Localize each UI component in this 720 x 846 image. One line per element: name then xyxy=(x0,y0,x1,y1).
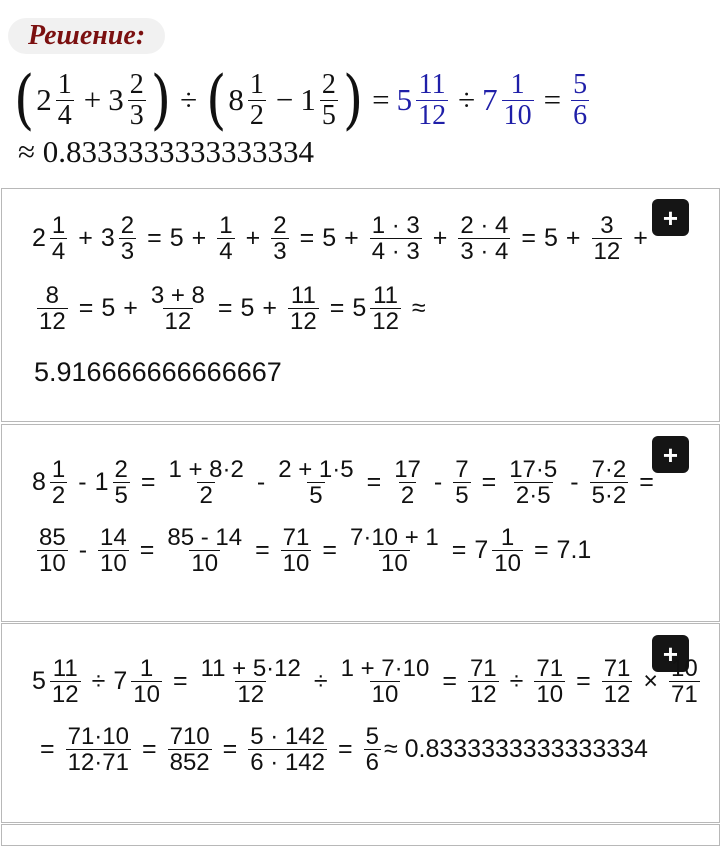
denominator: 3 · 4 xyxy=(460,238,509,266)
fraction xyxy=(166,457,245,508)
denominator: 12 xyxy=(603,681,631,709)
denominator: 10 xyxy=(39,550,66,578)
step-line xyxy=(34,283,434,334)
operator: ÷ xyxy=(509,667,524,696)
numerator: 2 xyxy=(114,456,128,483)
operator: + xyxy=(565,224,581,253)
operator: = xyxy=(451,536,467,565)
denominator: 12 xyxy=(237,681,265,709)
whole-number: 7 xyxy=(482,82,498,117)
denominator: 3 xyxy=(273,238,287,266)
operator: = xyxy=(521,224,536,253)
whole-number: 3 xyxy=(108,82,124,117)
numerator: 1 + 7·10 xyxy=(340,655,430,682)
term: 5 xyxy=(240,294,255,323)
numerator: 710 xyxy=(169,723,210,750)
operator: = xyxy=(299,224,315,253)
numerator: 8 xyxy=(45,282,60,309)
denominator: 5 xyxy=(309,482,323,510)
numerator: 71·10 xyxy=(67,723,129,750)
operator: = xyxy=(142,735,157,764)
fraction: $\frac{2}{5}$ xyxy=(321,69,336,131)
operator: + xyxy=(245,224,261,253)
mixed-number xyxy=(32,656,84,707)
denominator: 4 xyxy=(51,238,66,266)
fraction xyxy=(392,457,423,508)
expand-button[interactable]: + xyxy=(652,199,689,236)
numerator: 1 xyxy=(500,524,515,551)
operator: = xyxy=(147,224,162,253)
fraction xyxy=(131,656,162,707)
whole-number: 5 xyxy=(32,667,46,696)
numerator: 11 xyxy=(290,282,316,309)
operator: − xyxy=(275,82,294,117)
denominator: 4 xyxy=(219,238,233,266)
numerator: 2 xyxy=(120,212,135,239)
operator: + xyxy=(123,294,138,323)
denominator: 10 xyxy=(371,681,399,709)
denominator: 10 xyxy=(100,550,127,578)
mixed-number xyxy=(113,656,165,707)
operator: = xyxy=(639,468,654,497)
numerator: 71 xyxy=(469,655,497,682)
operator: = xyxy=(322,536,337,565)
whole-number: 5 xyxy=(352,294,367,323)
operator: - xyxy=(78,468,87,497)
fraction: $\frac{11}{12}$ xyxy=(418,69,447,131)
operator: - xyxy=(433,468,443,497)
denominator: 10 xyxy=(494,550,521,578)
operator: = xyxy=(40,735,55,764)
step-decimal: 5.916666666666667 xyxy=(34,357,282,387)
numerator: 71 xyxy=(536,655,564,682)
mixed-number xyxy=(32,457,70,508)
approx-result: ≈ 0.8333333333333334 xyxy=(18,134,315,169)
operator: = xyxy=(255,536,270,565)
operator: = xyxy=(139,536,155,565)
whole-number: 1 xyxy=(94,468,109,497)
fraction xyxy=(119,213,136,264)
numerator: 14 xyxy=(100,524,127,551)
operator: = xyxy=(576,667,591,696)
numerator: 2 + 1·5 xyxy=(278,456,354,483)
step-line xyxy=(32,724,648,775)
whole-number: 8 xyxy=(228,82,244,117)
term: 5 xyxy=(544,224,558,253)
operator: + xyxy=(432,224,448,253)
operator: + xyxy=(78,224,93,253)
step-line xyxy=(34,525,591,576)
fraction xyxy=(370,283,401,334)
operator: = xyxy=(337,735,353,764)
main-expression xyxy=(12,62,712,138)
open-paren: ( xyxy=(206,62,227,138)
denominator: 12 xyxy=(593,238,621,266)
operator: ÷ xyxy=(458,82,476,117)
term: 5 xyxy=(101,294,116,323)
operator: = xyxy=(329,294,345,323)
numerator: 1 xyxy=(51,212,66,239)
fraction xyxy=(492,525,523,576)
operator: + xyxy=(262,294,277,323)
denominator: 10 xyxy=(191,550,219,578)
numerator: 1 xyxy=(219,212,233,239)
close-paren: ) xyxy=(342,62,364,138)
fraction xyxy=(165,525,244,576)
numerator: 17·5 xyxy=(509,456,558,483)
fraction xyxy=(669,656,700,707)
numerator: 11 xyxy=(52,655,78,682)
solution-badge xyxy=(8,18,165,54)
numerator: 7 xyxy=(455,456,469,483)
operator: = xyxy=(222,735,238,764)
fraction: $\frac{2}{3}$ xyxy=(129,69,144,131)
numerator: 11 xyxy=(373,282,399,309)
numerator: 85 xyxy=(39,524,66,551)
denominator: 12 xyxy=(469,681,497,709)
operator: - xyxy=(256,468,266,497)
numerator: 10 xyxy=(671,655,698,682)
operator: - xyxy=(570,468,579,497)
whole-number: 2 xyxy=(36,82,52,117)
operator: - xyxy=(78,536,88,565)
fraction: $\frac{1}{2}$ xyxy=(249,69,264,131)
operator: ÷ xyxy=(91,667,106,696)
fraction xyxy=(199,656,303,707)
fraction xyxy=(50,457,67,508)
fraction xyxy=(248,724,327,775)
operator: ÷ xyxy=(180,82,198,117)
fraction xyxy=(113,457,130,508)
denominator: 852 xyxy=(169,749,210,777)
fraction xyxy=(534,656,565,707)
mixed-number xyxy=(101,213,139,264)
step-card xyxy=(1,623,720,823)
fraction xyxy=(590,457,629,508)
numerator: 11 + 5·12 xyxy=(200,655,301,682)
whole-number: 1 xyxy=(300,82,316,117)
denominator: 4 · 3 xyxy=(371,238,420,266)
denominator: 5·2 xyxy=(591,482,627,510)
operator: ÷ xyxy=(313,667,328,696)
fraction xyxy=(168,724,212,775)
fraction: $\frac{1}{10}$ xyxy=(503,69,532,131)
operator: + xyxy=(344,224,359,253)
denominator: 3 xyxy=(120,238,135,266)
denominator: 2 xyxy=(51,482,66,510)
numerator: 7·10 + 1 xyxy=(349,524,439,551)
operator: = xyxy=(172,667,188,696)
numerator: 71 xyxy=(282,524,310,551)
operator: = xyxy=(217,294,233,323)
denominator: 6 xyxy=(365,749,379,777)
operator: + xyxy=(83,82,102,117)
numerator: 1 xyxy=(51,456,66,483)
denominator: 12 xyxy=(164,308,192,336)
denominator: 10 xyxy=(282,550,310,578)
fraction xyxy=(468,656,499,707)
operator: = xyxy=(543,82,562,117)
numerator: 7·2 xyxy=(591,456,627,483)
operator: ≈ xyxy=(411,294,426,323)
fraction xyxy=(348,525,441,576)
numerator: 1 xyxy=(139,655,154,682)
fraction xyxy=(37,283,68,334)
whole-number: 7 xyxy=(113,667,128,696)
fraction xyxy=(149,283,207,334)
term: 5 xyxy=(322,224,337,253)
step-line xyxy=(32,656,703,707)
open-paren: ( xyxy=(14,62,35,138)
fraction xyxy=(602,656,633,707)
numerator: 2 xyxy=(273,212,287,239)
fraction xyxy=(364,724,381,775)
numerator: 85 - 14 xyxy=(167,524,243,551)
numerator: 3 xyxy=(600,212,614,239)
denominator: 10 xyxy=(536,681,564,709)
fraction xyxy=(453,457,470,508)
fraction xyxy=(281,525,312,576)
numerator: 3 + 8 xyxy=(150,282,205,309)
denominator: 71 xyxy=(671,681,698,709)
denominator: 2 xyxy=(400,482,415,510)
operator: = xyxy=(140,468,156,497)
denominator: 10 xyxy=(381,550,408,578)
fraction xyxy=(50,213,67,264)
expand-button[interactable]: + xyxy=(652,436,689,473)
whole-number: 5 xyxy=(396,82,413,117)
mixed-number xyxy=(95,457,133,508)
step-card xyxy=(1,424,720,622)
denominator: 2 xyxy=(199,482,213,510)
fraction xyxy=(288,283,319,334)
operator: + xyxy=(633,224,648,253)
denominator: 12 xyxy=(290,308,317,336)
denominator: 12 xyxy=(39,308,66,336)
step-line xyxy=(32,457,662,508)
fraction xyxy=(507,457,559,508)
step-card xyxy=(1,824,720,846)
fraction xyxy=(217,213,234,264)
denominator: 6 · 142 xyxy=(250,749,325,777)
numerator: 5 xyxy=(365,723,379,750)
operator: = xyxy=(78,294,94,323)
term: ≈ 0.8333333333333334 xyxy=(383,735,648,764)
denominator: 5 xyxy=(114,482,128,510)
whole-number: 7 xyxy=(474,536,489,565)
whole-number: 8 xyxy=(32,468,46,497)
fraction: $\frac{1}{4}$ xyxy=(57,69,72,131)
denominator: 12·71 xyxy=(67,749,129,777)
solution-title: Решение: xyxy=(28,20,146,51)
denominator: 12 xyxy=(372,308,399,336)
fraction xyxy=(370,213,422,264)
denominator: 2·5 xyxy=(515,482,551,510)
fraction xyxy=(271,213,288,264)
fraction xyxy=(66,724,131,775)
denominator: 5 xyxy=(455,482,469,510)
operator: × xyxy=(643,667,659,696)
operator: = xyxy=(372,82,390,117)
mixed-number xyxy=(352,283,404,334)
operator: = xyxy=(533,536,549,565)
numerator: 2 · 4 xyxy=(460,212,509,239)
fraction xyxy=(98,525,129,576)
denominator: 10 xyxy=(133,681,160,709)
term: 7.1 xyxy=(556,536,592,565)
operator: = xyxy=(481,468,497,497)
operator: = xyxy=(366,468,382,497)
fraction xyxy=(276,457,355,508)
step-card xyxy=(1,188,720,422)
answer-fraction: $\frac{5}{6}$ xyxy=(573,69,588,131)
whole-number: 2 xyxy=(32,224,46,253)
fraction xyxy=(50,656,81,707)
denominator: 12 xyxy=(51,681,79,709)
fraction xyxy=(37,525,68,576)
whole-number: 3 xyxy=(100,224,115,253)
term: 5 xyxy=(169,224,184,253)
fraction xyxy=(339,656,432,707)
expand-button[interactable]: + xyxy=(652,635,689,672)
operator: + xyxy=(191,224,207,253)
numerator: 5 · 142 xyxy=(250,723,325,750)
numerator: 17 xyxy=(394,456,421,483)
numerator: 1 · 3 xyxy=(371,212,420,239)
mixed-number xyxy=(32,213,70,264)
close-paren: ) xyxy=(150,62,172,138)
step-line xyxy=(32,213,656,264)
operator: = xyxy=(442,667,457,696)
numerator: 1 + 8·2 xyxy=(168,456,244,483)
numerator: 71 xyxy=(603,655,631,682)
fraction xyxy=(458,213,510,264)
mixed-number xyxy=(474,525,526,576)
fraction xyxy=(592,213,623,264)
